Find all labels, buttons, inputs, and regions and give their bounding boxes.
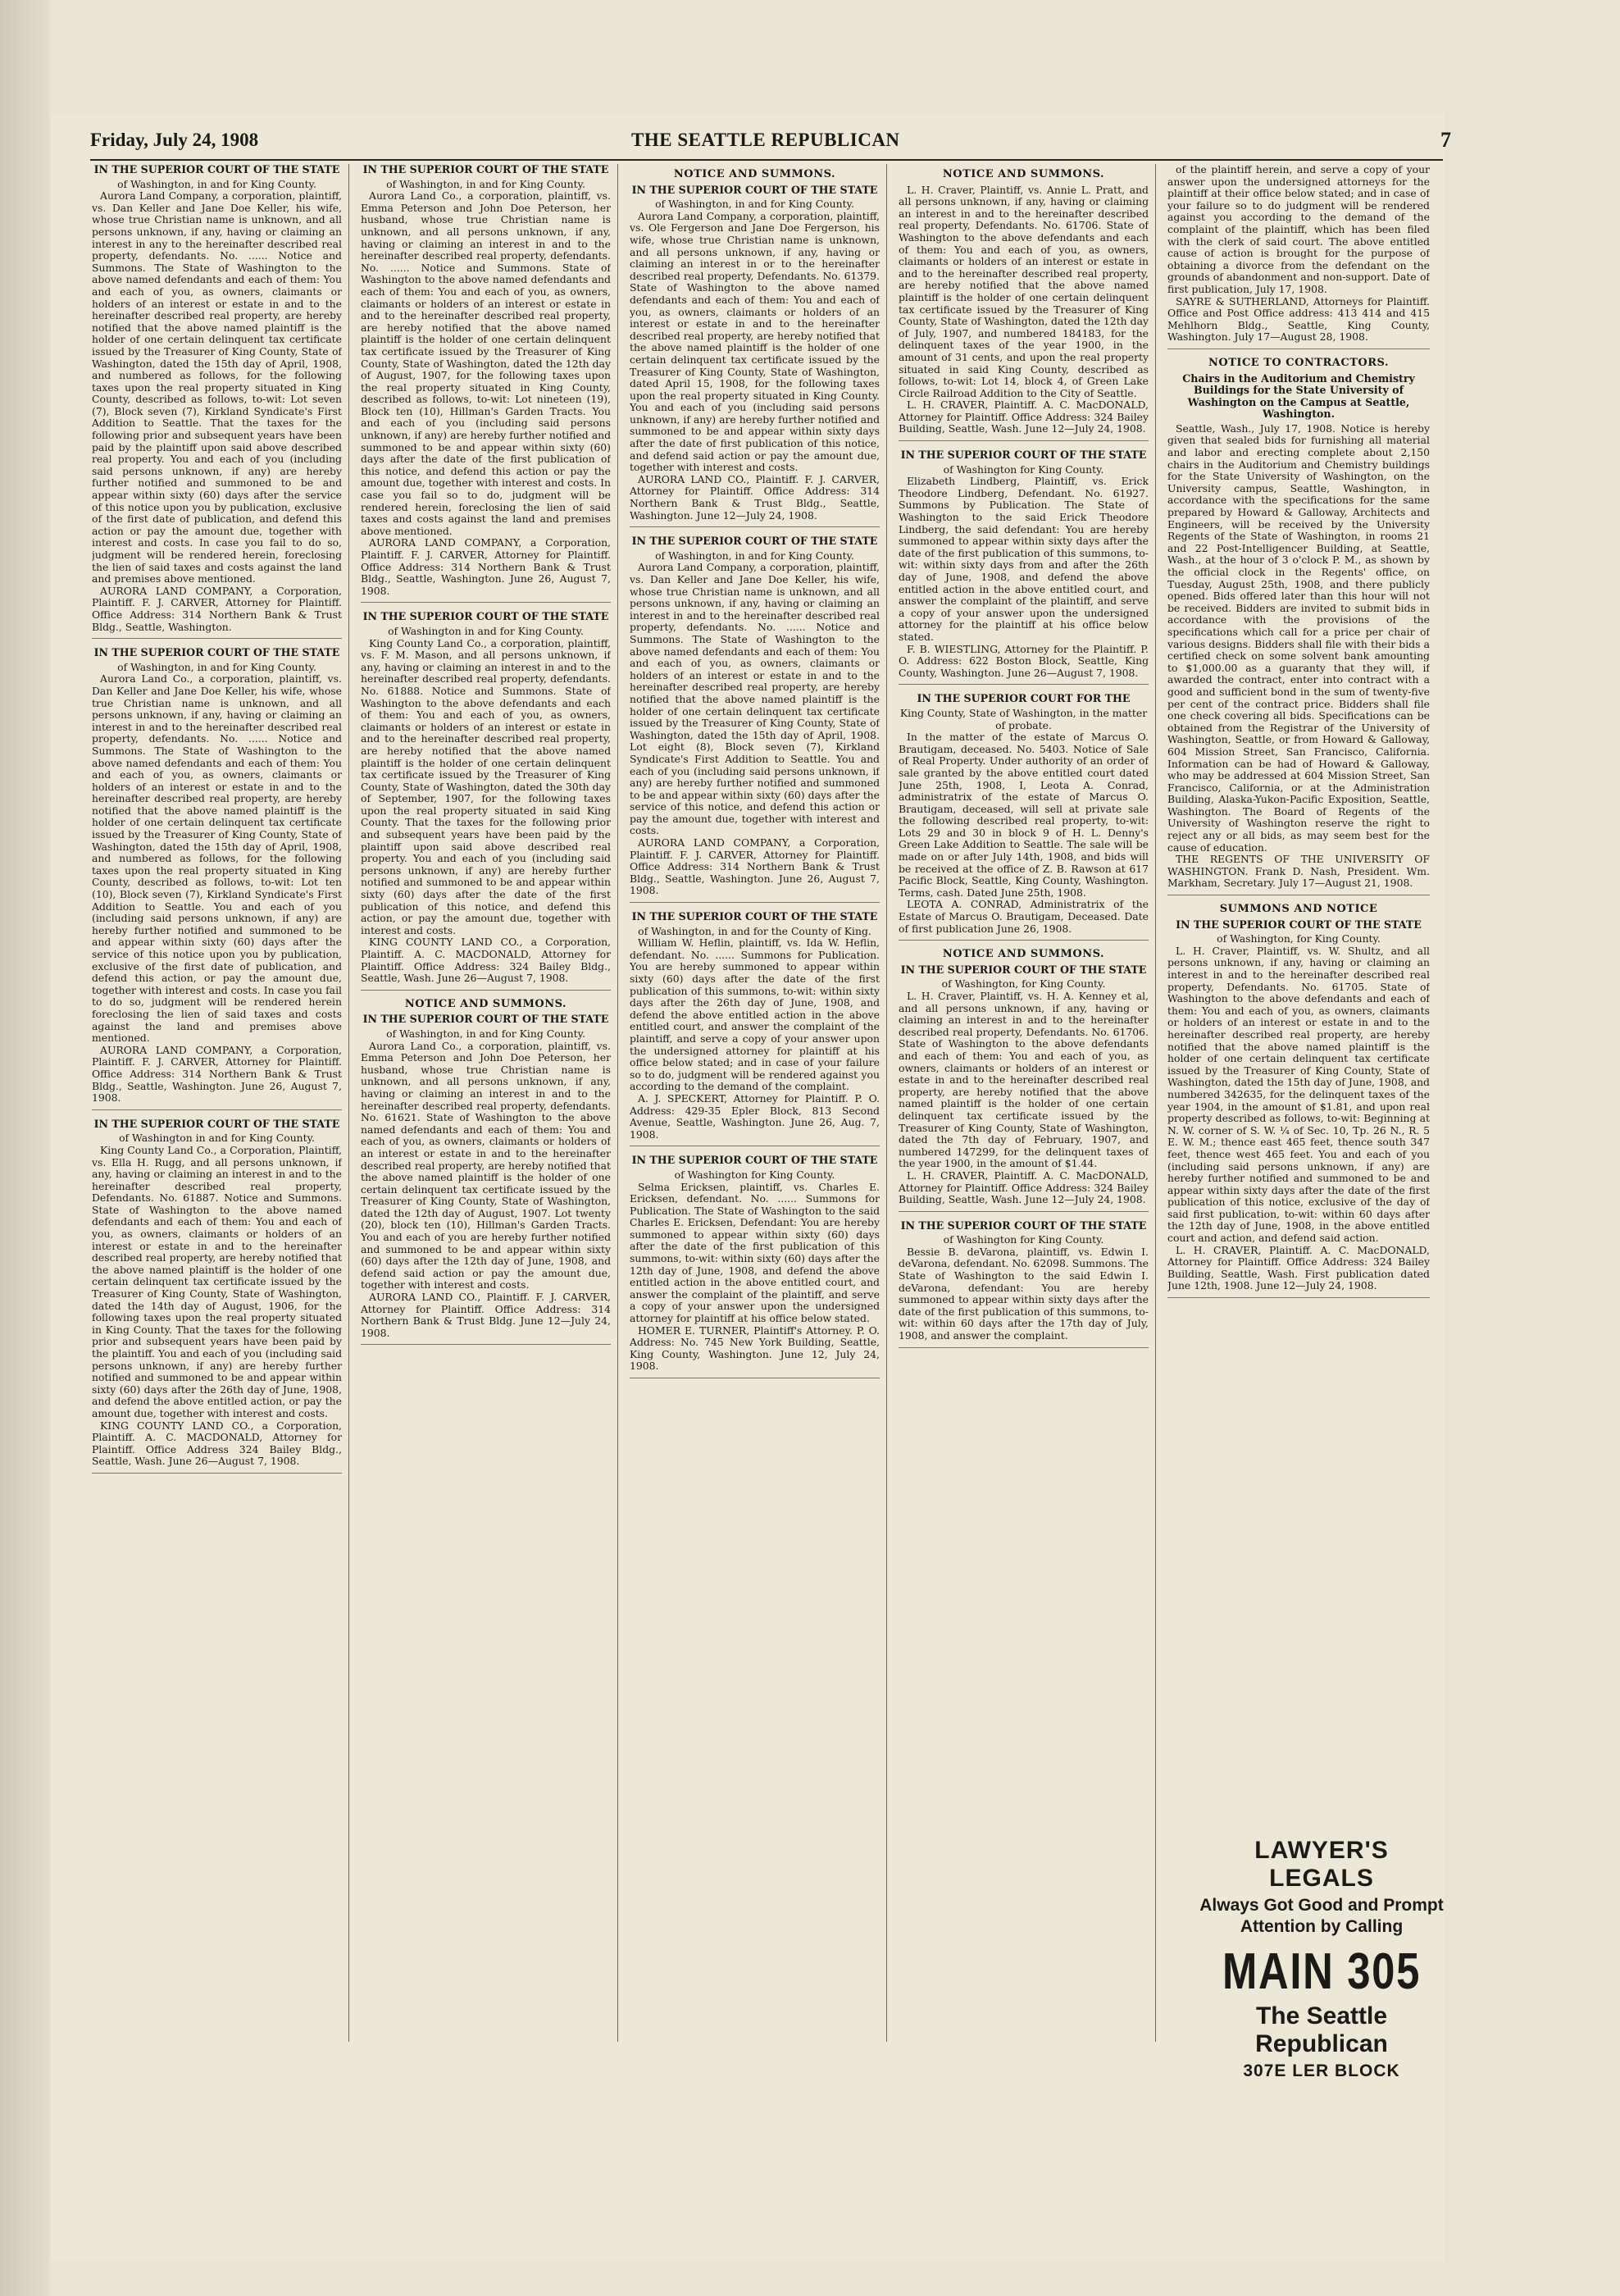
page-number: 7 — [1440, 128, 1451, 152]
notice-heading: IN THE SUPERIOR COURT OF THE STATE — [93, 646, 340, 659]
column-separator — [348, 164, 349, 2042]
notice-heading: IN THE SUPERIOR COURT OF THE STATE — [362, 610, 609, 623]
ad-phone: MAIN 305 — [1222, 1943, 1421, 2000]
notice-body: William W. Heflin, plaintiff, vs. Ida W. Heflin, defendant. No. ...... Summons for Publication. You are hereby summoned to appear within sixty (60) days after the date of the first publication of this summons, to-wit: within sixty days after the 26th day of June, 1908, and defend the above entitled action in the above entitled court, and answer the complaint of the plaintiff, and serve a copy of your answer upon the undersigned attorney for plaintiff at his office below stated; and in case of your failure so to do, judgment will be rendered against you according to the demand of the complaint. — [630, 936, 880, 1093]
notice-subheading: of Washington in and for King County. — [388, 624, 584, 637]
legal-notice — [630, 535, 880, 903]
column-5 — [1167, 164, 1430, 1829]
notice-body: King County Land Co., a Corporation, Plaintiff, vs. Ella H. Rugg, and all persons unknown, if any, having or claiming an interest in and to the hereinafter described real property, Defendants. No. 61887. Notice and Summons. State of Washington to the above named defendants and each of them: You and each of you, as owners, claimants or holders of an interest or estate in and to the hereinafter described real property, are hereby notified that the above named plaintiff is the holder of one certain delinquent tax certificate issued by the Treasurer of King County, State of Washington, dated the 14th day of August, 1906, for the following taxes upon the real property situated in King County. That the taxes for the following prior and subsequent years have been paid by the plaintiff. You and each of you (including said persons unknown, if any) are hereby further notified and summoned to be and appear within sixty (60) days after the 26th day of June, 1908, and defend the above entitled action, or pay the amount due, together with interest and costs. — [92, 1143, 342, 1419]
notice-body: Elizabeth Lindberg, Plaintiff, vs. Erick Theodore Lindberg, Defendant. No. 61927. Summons by Publication. The State of Washington to the said Erick Theodore Lindberg, the said defendant: You are hereby summoned to appear within sixty days after the date of the first publication of this summons, to-wit: within sixty days from and after the 26th day of June, 1908, and defend the above entitled action in the above entitled court, and answer the complaint of the plaintiff, and serve a copy of your answer upon the undersigned attorney for the plaintiff at his office below stated. — [899, 475, 1149, 643]
legal-notice — [361, 999, 611, 1346]
legal-notice — [92, 1118, 342, 1474]
notice-subheading: of Washington in and for King County. — [119, 1132, 315, 1145]
notice-signature: AURORA LAND CO., Plaintiff. F. J. CARVER, Attorney for Plaintiff. Office Address: 314 Northern Bank & Trust Bldg., Seattle, Washington. June 12—July 24, 1908. — [630, 472, 880, 522]
notice-heading: IN THE SUPERIOR COURT OF THE STATE — [362, 1013, 609, 1026]
notice-signature: KING COUNTY LAND CO., a Corporation, Plaintiff. A. C. MACDONALD, Attorney for Plaintiff. Office Address 324 Bailey Bldg., Seattle, Wash. June 26—August 7, 1908. — [92, 1419, 342, 1468]
notice-body: of the plaintiff herein, and serve a copy of your answer upon the undersigned attorneys for the plaintiff at their office below stated; and in case of your failure so to do judgment will be rendered against you according to the demand of the complaint of the plaintiff, which has been filed with the clerk of said court. The above entitled cause of action is brought for the purpose of obtaining a divorce from the defendant on the grounds of abandonment and non-support. Date of first publication, July 17, 1908. — [1167, 164, 1430, 295]
column-separator — [1155, 164, 1156, 2042]
legal-notice — [92, 164, 342, 639]
notice-heading: IN THE SUPERIOR COURT OF THE STATE — [93, 1117, 340, 1130]
legal-notice — [361, 164, 611, 603]
column-4 — [899, 164, 1149, 2042]
notice-body: Seattle, Wash., July 17, 1908. Notice is hereby given that sealed bids for furnishing all material and labor and erecting complete about 2,150 chairs in the Auditorium and Chemistry buildings for the State University of Washington, on the University campus, Seattle, Washington, in accordance with the specifications for the same prepared by Howard & Galloway, Architects and Engineers, will be received by the University Regents of the State of Washington, in rooms 21 and 22 Post-Intelligencer Building, at Seattle, Wash., at the hour of 3 o'clock P. M., as shown by the official clock in the Regents' office, on Tuesday, August 25th, 1908, and there publicly opened. Bids offered later than this hour will not be received. Bidders are invited to submit bids in accordance with the provisions of the specifications which call for a price per chair of various designs. Bidders shall file with their bids a certified check on some solvent bank amounting to $1,000.00 as a guaranty that they will, if awarded the contract, enter into contract with a good and sufficient bond in the sum of twenty-five per cent of the contract price. Bidders shall file one check covering all bids. Specifications can be obtained from the Registrar of the University of Washington, Seattle, or from Howard & Galloway, 604 Mission Street, San Francisco, California. Information can be had of Howard & Galloway, who may be addressed at 604 Mission Street, San Francisco, California, or at the Administration Building, Alaska-Yukon-Pacific Exposition, Seattle, Washington. The Board of Regents of the University of Washington reserve the right to reject any or all bids, as may seem best for the cause of education. — [1167, 421, 1430, 854]
notice-heading: IN THE SUPERIOR COURT OF THE STATE — [631, 535, 878, 548]
notice-heading: IN THE SUPERIOR COURT OF THE STATE — [900, 449, 1147, 462]
notice-subheading: of Washington for King County. — [674, 1168, 835, 1181]
notice-signature: SAYRE & SUTHERLAND, Attorneys for Plaintiff. Office and Post Office address: 413 414 and 415 Mehlhorn Bldg., Seattle, King County, Washington. July 17—August 28, 1908. — [1167, 294, 1430, 344]
notice-signature: HOMER E. TURNER, Plaintiff's Attorney. P. O. Address: No. 745 New York Building, Seattle, King County, Washington. June 12, July 24, 1908. — [630, 1323, 880, 1373]
section-heading: NOTICE AND SUMMONS. — [673, 168, 836, 180]
notice-subheading: King County, State of Washington, in the matter of probate. — [899, 706, 1148, 731]
notice-subheading: of Washington for King County. — [943, 462, 1104, 476]
notice-signature: AURORA LAND COMPANY, a Corporation, Plaintiff. F. J. CARVER, Attorney for Plaintiff. Office Address: 314 Northern Bank & Trust Bldg., Seattle, Washington. June 26, August 7, 1908. — [630, 836, 880, 897]
notice-body: Aurora Land Company, a corporation, plaintiff, vs. Ole Fergerson and Jane Doe Fergerson, his wife, whose true Christian name is unknown, and all persons unknown, if any, having or claiming an interest in or to the hereinafter described real property, Defendants. No. 61379. State of Washington to the above named defendants and each of them: You and each of you, as owners, claimants or holders of an interest or estate in and to the hereinafter described real property, are hereby notified that the above named plaintiff is the holder of one certain delinquent tax certificate issued by the Treasurer of King County, State of Washington, dated April 15, 1908, for the following taxes upon the real property situated in King County. You and each of you (including said persons unknown, if any) are hereby further notified and summoned to be and appear within sixty days after the date of first publication of this notice, and defend said action or pay the amount due, together with interest and costs. — [630, 209, 880, 474]
legal-notice — [630, 1155, 880, 1378]
ad-paper-name: The Seattle Republican — [1255, 2002, 1388, 2057]
legal-notice — [899, 693, 1149, 941]
notice-subheading: of Washington, in and for King County. — [386, 1027, 585, 1040]
notice-body: Selma Ericksen, plaintiff, vs. Charles E. Ericksen, defendant. No. ...... Summons for Publication. The State of Washington to the said Charles E. Ericksen, Defendant: You are hereby summoned to appear within sixty (60) days after the date of the first publication of this summons, to-wit: within sixty (60) days after the 12th day of June, 1908, and defend the above entitled action in the above entitled court, and answer the complaint of the plaintiff, and serve a copy of your answer upon the undersigned attorney for plaintiff at his office below stated. — [630, 1180, 880, 1325]
notice-body: Bessie B. deVarona, plaintiff, vs. Edwin I. deVarona, defendant. No. 62098. Summons. The State of Washington to the said Edwin I. deVarona, defendant: You are hereby summoned to appear within sixty days after the date of the first publication of this summons, to-wit: within 60 days after the 17th day of July, 1908, and answer the complaint. — [899, 1245, 1149, 1342]
notice-heading: IN THE SUPERIOR COURT OF THE STATE — [362, 164, 609, 175]
notice-subheading: of Washington, for King County. — [941, 977, 1106, 991]
legal-notice — [899, 949, 1149, 1211]
notice-subheading: of Washington, in and for King County. — [117, 660, 316, 673]
notice-heading: IN THE SUPERIOR COURT OF THE STATE — [631, 1154, 878, 1167]
masthead-rule — [90, 159, 1443, 161]
column-separator — [886, 164, 887, 2042]
column-1 — [92, 164, 342, 2042]
legal-notice — [92, 647, 342, 1110]
notice-signature: AURORA LAND CO., Plaintiff. F. J. CARVER, Attorney for Plaintiff. Office Address: 314 Northern Bank & Trust Bldg. June 12—July 24, 1908. — [361, 1291, 611, 1339]
notice-subheading: of Washington, in and for King County. — [655, 198, 854, 211]
contractors-notice — [1167, 358, 1430, 895]
ad-headline: LAWYER'S LEGALS — [1254, 1837, 1389, 1892]
legal-notice — [630, 911, 880, 1146]
section-heading: NOTICE TO CONTRACTORS. — [1208, 356, 1389, 369]
paper-name: THE SEATTLE REPUBLICAN — [631, 130, 900, 150]
section-heading: SUMMONS AND NOTICE — [1219, 903, 1378, 916]
notice-subheading: of Washington, in and for King County. — [655, 549, 854, 562]
ad-line: Always Got Good and Prompt — [1199, 1896, 1444, 1915]
masthead — [90, 128, 1451, 162]
notice-lead: Chairs in the Auditorium and Chemistry Buildings for the State University of Washington on the Campus at Seattle, Washington. — [1182, 371, 1415, 421]
notice-heading: IN THE SUPERIOR COURT OF THE STATE — [900, 1219, 1147, 1232]
notice-signature: AURORA LAND COMPANY, a Corporation, Plaintiff. F. J. CARVER, Attorney for Plaintiff. Office Address: 314 Northern Bank & Trust Bldg., Seattle, Washington. — [92, 584, 342, 633]
column-2 — [361, 164, 611, 2042]
notice-body: Aurora Land Co., a corporation, plaintiff, vs. Emma Peterson and John Doe Peterson, her husband, whose true Christian name is unknown, and all persons unknown, if any, having or claiming an interest in and to the hereinafter described real property, defendants. No. ...... Notice and Summons. State of Washington to the above named defendants and each of them: You and each of you, as owners, claimants or holders of an interest or estate in and to the hereinafter described real property, are hereby notified that the above named plaintiff is the holder of one certain delinquent tax certificate issued by the Treasurer of King County, State of Washington, dated the 12th day of August, 1907, for the following taxes upon the real property situated in King County, described as follows, to-wit: Lot nineteen (19), Block ten (10), Hillman's Garden Tracts. You and each of you (including said persons unknown, if any) are hereby further notified and summoned to be and appear within sixty (60) days after the date of the first publication of this notice, and defend this action or pay the amount due, together with interest and costs. In case you fail so to do, judgment will be rendered herein, foreclosing the lien of said taxes and costs against the land and premises above mentioned. — [361, 189, 611, 537]
notice-heading: IN THE SUPERIOR COURT OF THE STATE — [1176, 918, 1422, 931]
issue-date: Friday, July 24, 1908 — [90, 130, 259, 150]
legal-notice — [361, 611, 611, 990]
notice-body: L. H. Craver, Plaintiff, vs. H. A. Kenney et al, and all persons unknown, if any, having or claiming an interest in and to the hereinafter described real property, Defendants. No. 61706. State of Washington to the above defendants and each of them: You and each of you, as owners, claimants or holders of an interest or estate in and to the hereinafter described real property, are hereby notified that the above named plaintiff is the holder of one certain delinquent tax certificate issued by the Treasurer of King County, State of Washington, dated the 7th day of February, 1907, and numbered 147299, for the delinquent taxes of the year 1900, in the amount of $1.44. — [899, 990, 1149, 1170]
notice-body: Aurora Land Company, a corporation, plaintiff, vs. Dan Keller and Jane Doe Keller, his wife, whose true Christian name is unknown, and all persons unknown, if any, having or claiming an interest in and to the hereinafter described real property, defendants. No. ...... Notice and Summons. The State of Washington to the above named defendants and each of them: You and each of you, as owners, claimants or holders of an interest or estate in and to the hereinafter described real property, are hereby notified that the above named plaintiff is the holder of one certain delinquent tax certificate issued by the Treasurer of King County, State of Washington, dated the 15th day of April, 1908. Lot eight (8), Block seven (7), Kirkland Syndicate's First Addition to Seattle. You and each of you (including said persons unknown, if any) are hereby further notified and summoned to be and appear within sixty (60) days after the service of this notice, and defend this action or pay the amount due, together with interest and costs. — [630, 561, 880, 837]
notice-signature: F. B. WIESTLING, Attorney for the Plaintiff. P. O. Address: 622 Boston Block, Seattle, King County, Washington. June 26—August 7, 1908. — [899, 642, 1149, 679]
column-separator — [617, 164, 618, 2042]
notice-body: Aurora Land Company, a corporation, plaintiff, vs. Dan Keller and Jane Doe Keller, his wife, whose true Christian name is unknown, and all persons unknown, if any, having or claiming an interest in any to the hereinafter described real property, defendants. No. ...... Notice and Summons. The State of Washington to the above named defendants and each of them: You and each of you, as owners, claimants or holders of an interest or estate in and to the hereinafter described real property, are hereby notified that the above named plaintiff is the holder of one certain delinquent tax certificate issued by the Treasurer of King County, State of Washington, dated the 15th day of April, 1908, and numbered as follows, for the following taxes upon the real property situated in King County, described as follows, to-wit: Lot seven (7), Block seven (7), Kirkland Syndicate's First Addition to Seattle. That the taxes for the following prior and subsequent years have been paid by the plaintiff upon said above described real property. You and each of you (including said persons unknown, if any) are hereby further notified and summoned to be and appear within sixty (60) days after the service of this notice upon you by publication, exclusive of the first date of publication, and defend this action or pay the amount due, together with interest and costs. In case you fail to do so, judgment will be rendered herein, foreclosing the lien of said taxes and costs against the land and premises above mentioned. — [92, 189, 342, 585]
notice-signature: KING COUNTY LAND CO., a Corporation, Plaintiff. A. C. MACDONALD, Attorney for Plaintiff. Office Address: 324 Bailey Bldg., Seattle, Wash. June 26—August 7, 1908. — [361, 936, 611, 985]
notice-heading: IN THE SUPERIOR COURT FOR THE — [917, 692, 1131, 705]
notice-heading: IN THE SUPERIOR COURT OF THE STATE — [93, 164, 340, 175]
notice-subheading: of Washington, in and for King County. — [386, 177, 585, 190]
notice-body: Aurora Land Co., a corporation, plaintiff, vs. Emma Peterson and John Doe Peterson, her husband, whose true Christian name is unknown, and all persons unknown, if any, having or claiming an interest in and to the hereinafter described real property, defendants. No. 61621. State of Washington to the above named defendants and each of them: You and each of you, as owners, claimants or holders of an interest or estate in and to the hereinafter described real property, are hereby notified that the above named plaintiff is the holder of one certain delinquent tax certificate issued by the Treasurer of King County, State of Washington, dated the 12th day of August, 1907. Lot twenty (20), block ten (10), Hillman's Garden Tracts. You and each of you are hereby further notified and summoned to be and appear within sixty (60) days after the 12th day of June, 1908, and defend said action or pay the amount due, together with interest and costs. — [361, 1039, 611, 1292]
legal-notice — [899, 1220, 1149, 1348]
notice-subheading: of Washington, in and for the County of King. — [638, 924, 871, 937]
column-3 — [630, 164, 880, 2042]
notice-signature: LEOTA A. CONRAD, Administratrix of the Estate of Marcus O. Brautigam, Deceased. Date of first publication June 26, 1908. — [899, 898, 1149, 935]
notice-heading: IN THE SUPERIOR COURT OF THE STATE — [900, 963, 1147, 976]
notice-heading: IN THE SUPERIOR COURT OF THE STATE — [631, 910, 878, 923]
notice-body: L. H. Craver, Plaintiff, vs. Annie L. Pratt, and all persons unknown, if any, having or claiming an interest in and to the hereinafter described real property, Defendants. No. 61706. State of Washington to the above defendants and each of them: You and each of you, as owners, claimants or holders of an interest or estate in and to the hereinafter described real property, are hereby notified that the above named plaintiff is the holder of one certain delinquent tax certificate issued by the Treasurer of King County, State of Washington, dated the 12th day of July, 1907, and numbered 184183, for the delinquent taxes of the year 1900, in the amount of 31 cents, and upon the real property situated in said King County, described as follows, to-wit: Lot 14, block 4, of Green Lake Circle Railroad Addition to the City of Seattle. — [899, 183, 1149, 399]
notice-signature: L. H. CRAVER, Plaintiff. A. C. MacDONALD, Attorney for Plaintiff. Office Address: 324 Bailey Building, Seattle, Wash. June 12—July 24, 1908. — [899, 1168, 1149, 1206]
notice-subheading: of Washington, in and for King County. — [117, 177, 316, 190]
notice-signature: AURORA LAND COMPANY, a Corporation, Plaintiff. F. J. CARVER, Attorney for Plaintiff. Office Address: 314 Northern Bank & Trust Bldg., Seattle, Washington. June 26, August 7, 1908. — [92, 1043, 342, 1105]
legal-notice — [1167, 164, 1430, 349]
notice-signature: A. J. SPECKERT, Attorney for Plaintiff. P. O. Address: 429-35 Epler Block, 813 Second Avenue, Seattle, Washington. June 26, Aug. 7, 1908. — [630, 1091, 880, 1141]
notice-signature: L. H. CRAVER, Plaintiff. A. C. MacDONALD, Attorney for Plaintiff. Office Address: 324 Bailey Building, Seattle, Wash. First publication dated June 12th, 1908. June 12—July 24, 1908. — [1167, 1243, 1430, 1292]
notice-heading: IN THE SUPERIOR COURT OF THE STATE — [631, 183, 878, 196]
notice-body: King County Land Co., a corporation, plaintiff, vs. F. M. Mason, and all persons unknown, if any, having or claiming an interest in and to the hereinafter described real property, defendants. No. 61888. Notice and Summons. State of Washington to the above defendants and each of them: You and each of you, as owners, claimants or holders of an interest or estate in and to the hereinafter described real property, are hereby notified that the above named plaintiff is the holder of one certain delinquent tax certificate issued by the Treasurer of King County, State of Washington, dated the 30th day of September, 1907, for the following taxes upon the real property situated in said King County. That the taxes for the following prior and subsequent years have been paid by the plaintiff upon said above described real property. You and each of you (including said persons unknown, if any) are hereby further notified and summoned to be and appear within sixty (60) days after the date of the first publication of this notice, and defend this action, or pay the amount due, together with interest and costs. — [361, 636, 611, 936]
legal-notice — [899, 169, 1149, 441]
legal-notice — [899, 449, 1149, 685]
legal-notice — [1167, 904, 1430, 1298]
ad-address: 307E LER BLOCK — [1243, 2061, 1400, 2080]
ad-line: Attention by Calling — [1240, 1917, 1404, 1936]
notice-subheading: of Washington for King County. — [943, 1233, 1104, 1246]
lawyers-legals-ad — [1199, 1837, 1445, 2080]
section-heading: NOTICE AND SUMMONS. — [942, 948, 1105, 961]
notice-signature: L. H. CRAVER, Plaintiff. A. C. MacDONALD, Attorney for Plaintiff. Office Address: 324 Bailey Building, Seattle, Wash. June 12—July 24, 1908. — [899, 399, 1149, 435]
notice-body: Aurora Land Co., a corporation, plaintiff, vs. Dan Keller and Jane Doe Keller, his wife, whose true Christian name is unknown, and all persons unknown, if any, having or claiming an interest in and to the hereinafter described real property, defendants. No. ...... Notice and Summons. The State of Washington to the above named defendants and each of them: You and each of you, as owners, claimants or holders of an interest or estate in and to the hereinafter described real property, are hereby notified that the above named plaintiff is the holder of one certain delinquent tax certificate issued by the Treasurer of King County, State of Washington, dated the 15th day of April, 1908, and numbered as follows, for the following taxes upon the real property situated in King County, described as follows, to-wit: Lot ten (10), Block seven (7), Kirkland Syndicate's First Addition to Seattle. You and each of you (including said persons unknown, if any) are hereby further notified and summoned to be and appear within sixty (60) days after the service of this notice upon you by publication, exclusive of the first date of publication, and defend this action, or pay the amount due, together with interest and costs. In case you fail to do so, judgment will be rendered herein foreclosing the lien of said taxes and costs against the land and premises above mentioned. — [92, 672, 342, 1045]
section-heading: NOTICE AND SUMMONS. — [404, 997, 567, 1010]
notice-body: In the matter of the estate of Marcus O. Brautigam, deceased. No. 5403. Notice of Sale of Real Property. Under authority of an order of sale granted by the above entitled court dated June 25th, 1908, I, Leota A. Conrad, administratrix of the estate of Marcus O. Brautigam, deceased, will sell at private sale the following described real property, to-wit: Lots 29 and 30 in block 9 of H. L. Denny's Green Lake Addition to Seattle. The sale will be made on or after July 14th, 1908, and bids will be received at the office of Z. B. Rawson at 617 Pacific Block, Seattle, King County, Washington. Terms, cash. Dated June 25th, 1908. — [899, 731, 1149, 899]
legal-notice — [630, 169, 880, 527]
page-binding-edge — [0, 0, 49, 2296]
notice-body: L. H. Craver, Plaintiff, vs. W. Shultz, and all persons unknown, if any, having or claiming an interest in and to the hereinafter described real property, Defendants. No. 61705. State of Washington to the above defendants and each of them: You and each of you, as owners, claimants or holders of an interest or estate in and to the hereinafter described real property, are hereby notified that the above named plaintiff is the holder of one certain delinquent tax certificate issued by the Treasurer of King County, State of Washington, dated the 15th day of June, 1908, and numbered 342635, for the delinquent taxes of the year 1904, in the amount of $1.81, and upon real property described as follows, to-wit: Beginning at N. W. corner of S. W. ¼ of Sec. 10, Tp. 26 N., R. 5 E. W. M.; thence east 465 feet, thence south 347 feet, thence west 465 feet. You and each of you (including said persons unknown, if any) are hereby further notified and summoned to be and appear within sixty days after the date of the first publication of this notice, exclusive of the day of said first publication, to-wit: within 60 days after the 12th day of June, 1908, in the above entitled court and action, and defend said action. — [1167, 944, 1430, 1245]
notice-subheading: of Washington, for King County. — [1217, 932, 1381, 945]
notice-signature: THE REGENTS OF THE UNIVERSITY OF WASHINGTON. Frank D. Nash, President. Wm. Markham, Secretary. July 17—August 21, 1908. — [1167, 853, 1430, 890]
section-heading: NOTICE AND SUMMONS. — [942, 168, 1105, 180]
notice-signature: AURORA LAND COMPANY, a Corporation, Plaintiff. F. J. CARVER, Attorney for Plaintiff. Office Address: 314 Northern Bank & Trust Bldg., Seattle, Washington. June 26, August 7, 1908. — [361, 536, 611, 597]
